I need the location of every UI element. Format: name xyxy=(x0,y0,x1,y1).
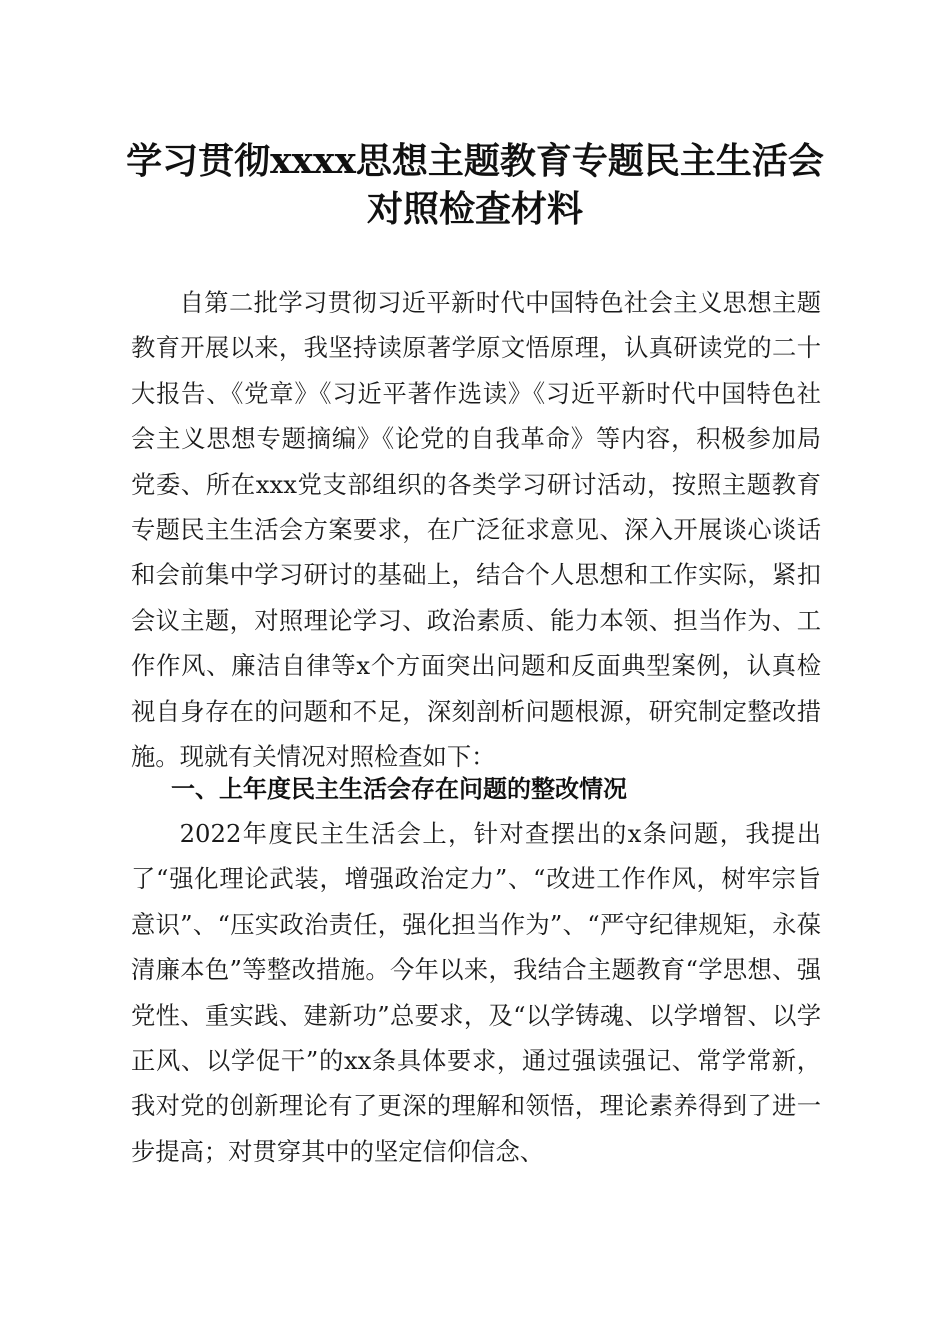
section-1-paragraph: 2022年度民主生活会上，针对查摆出的x条问题，我提出了“强化理论武装，增强政治定力”、“改进工作作风，树牢宗旨意识”、“压实政治责任，强化担当作为”、“严守纪律规矩，永葆清廉本色”等整改措施。今年以来，我结合主题教育“学思想、强党性、重实践、建新功”总要求，及“以学铸魂、以学增智、以学正风、以学促干”的xx条具体要求，通过强读强记、常学常新，我对党的创新理论有了更深的理解和领悟，理论素养得到了进一步提高；对贯穿其中的坚定信仰信念、 xyxy=(131,819,821,1166)
section-heading-1: 一、上年度民主生活会存在问题的整改情况 xyxy=(171,775,627,803)
intro-paragraph: 自第二批学习贯彻习近平新时代中国特色社会主义思想主题教育开展以来，我坚持读原著学原文悟原理，认真研读党的二十大报告、《党章》《习近平著作选读》《习近平新时代中国特色社会主义思想专题摘编》《论党的自我革命》等内容，积极参加局党委、所在xxx党支部组织的各类学习研讨活动，按照主题教育专题民主生活会方案要求，在广泛征求意见、深入开展谈心谈话和会前集中学习研讨的基础上，结合个人思想和工作实际，紧扣会议主题，对照理论学习、政治素质、能力本领、担当作为、工作作风、廉洁自律等x个方面突出问题和反面典型案例，认真检视自身存在的问题和不足，深刻剖析问题根源，研究制定整改措施。现就有关情况对照检查如下： xyxy=(131,288,821,772)
document-title-line-2: 对照检查材料 xyxy=(366,188,583,230)
document-title-line-1: 学习贯彻xxxx思想主题教育专题民主生活会 xyxy=(126,140,824,182)
